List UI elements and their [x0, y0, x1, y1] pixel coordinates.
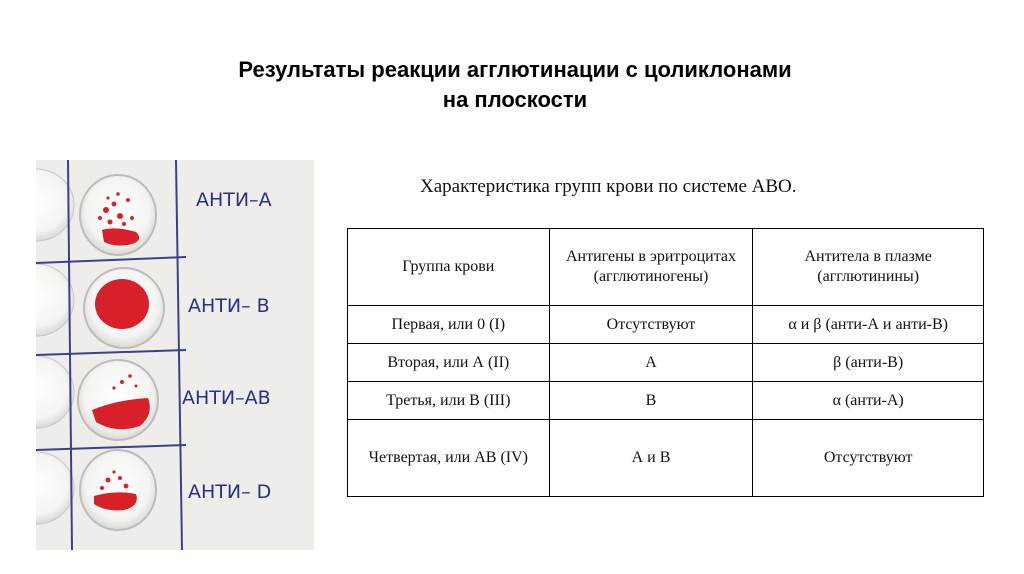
slide-title-line-1: Результаты реакции агглютинации с цоликлонами	[238, 57, 792, 82]
cell-group: Вторая, или А (II)	[348, 344, 550, 382]
photo-label-anti-b: АНТИ– В	[188, 295, 270, 317]
cell-group: Четвертая, или АВ (IV)	[348, 420, 550, 497]
cell-antigens: А и В	[549, 420, 753, 497]
cell-antigens: А	[549, 344, 753, 382]
cell-group: Третья, или В (III)	[348, 382, 550, 420]
cell-antibodies: α (анти-А)	[753, 382, 984, 420]
header-antibodies: Антитела в плазме (агглютинины)	[753, 229, 984, 306]
slide-title	[150, 55, 880, 115]
table-row	[348, 420, 984, 497]
cell-antibodies: Отсутствуют	[753, 420, 984, 497]
header-blood-group: Группа крови	[348, 229, 550, 306]
slide-title-line-2: на плоскости	[442, 87, 588, 112]
table-header-row	[348, 229, 984, 306]
cell-antibodies: β (анти-В)	[753, 344, 984, 382]
cell-antigens: Отсутствуют	[549, 306, 753, 344]
photo-label-anti-ab: АНТИ–АВ	[182, 387, 271, 409]
cell-antibodies: α и β (анти-А и анти-В)	[753, 306, 984, 344]
abo-blood-groups-table	[347, 228, 984, 497]
agglutination-plate-illustration	[36, 160, 314, 550]
agglutination-photo	[36, 160, 314, 550]
table-row	[348, 306, 984, 344]
photo-label-anti-d: АНТИ– D	[188, 481, 272, 503]
cell-antigens: В	[549, 382, 753, 420]
table-caption: Характеристика групп крови по системе АВО.	[420, 176, 797, 197]
photo-label-anti-a: АНТИ–А	[196, 189, 272, 211]
table-row	[348, 344, 984, 382]
header-antigens: Антигены в эритроцитах (агглютиногены)	[549, 229, 753, 306]
cell-group: Первая, или 0 (I)	[348, 306, 550, 344]
table-row	[348, 382, 984, 420]
